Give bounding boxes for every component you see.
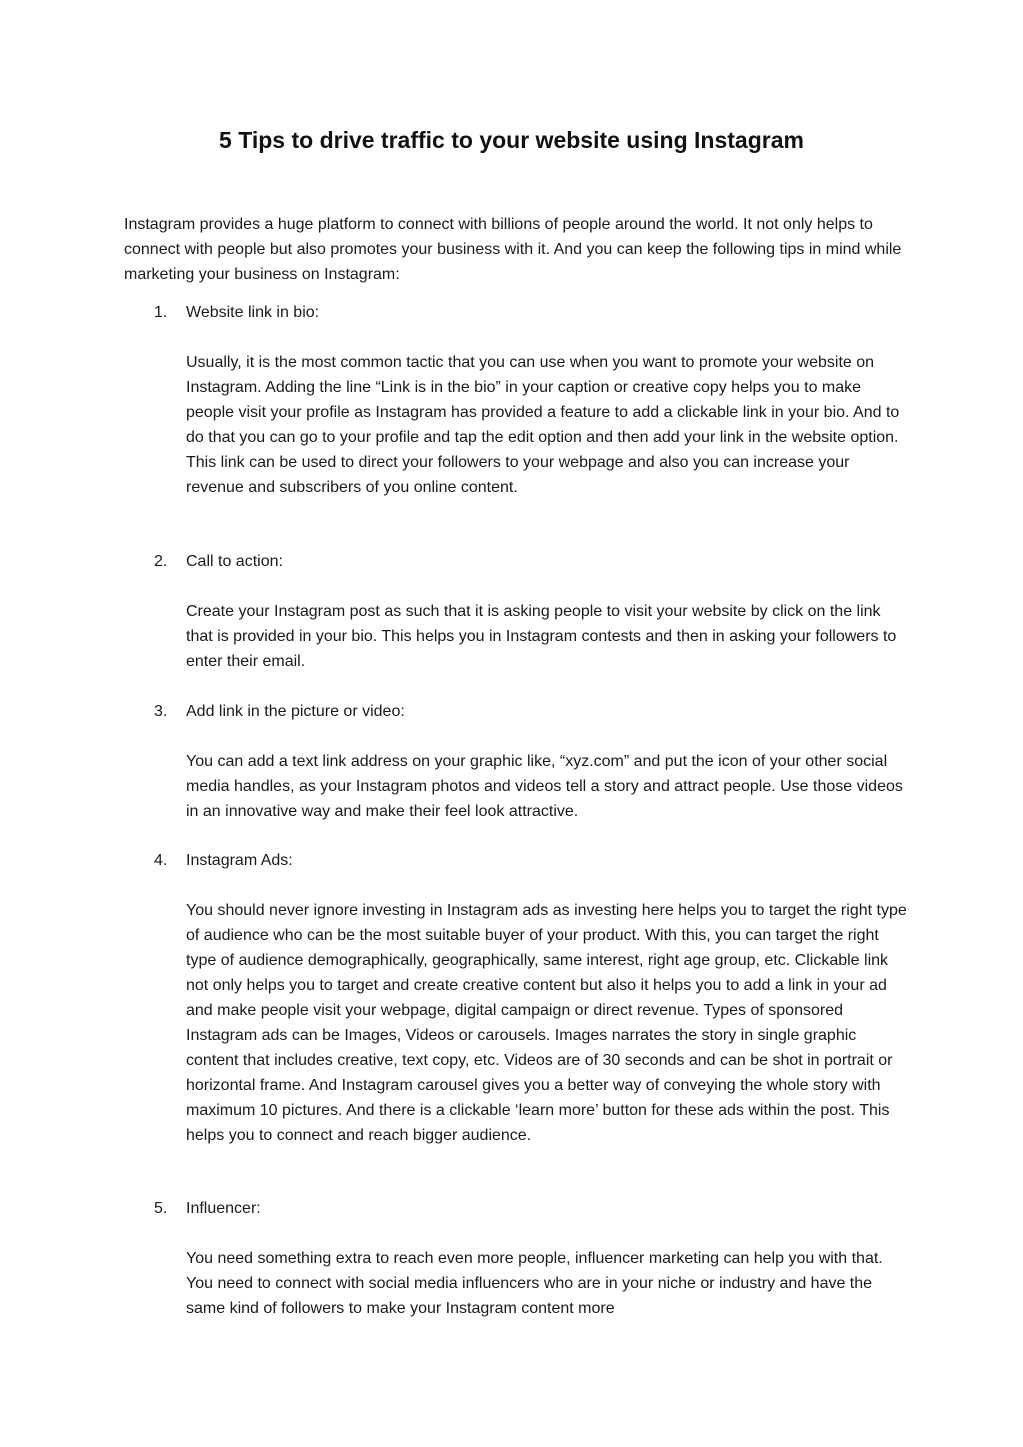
tip-body-2: Create your Instagram post as such that it is asking people to visit your website by click on the link that is provided in your bio. This helps you in Instagram contests and then in asking your followers to enter their email. bbox=[186, 603, 897, 670]
tip-label: Instagram Ads: bbox=[186, 852, 293, 869]
tip-number: 3. bbox=[154, 703, 168, 720]
intro-paragraph: Instagram provides a huge platform to connect with billions of people around the world. It not only helps to connect with people but also promotes your business with it. And you can keep the following tips in mind while marketing your business on Instagram: bbox=[124, 216, 902, 283]
tip-number: 4. bbox=[154, 852, 168, 869]
tip-label: Influencer: bbox=[186, 1200, 261, 1217]
tip-body-1: Usually, it is the most common tactic that you can use when you want to promote your website on Instagram. Adding the line “Link is in the bio” in your caption or creative copy helps you to make people visit your profile as Instagram has provided a feature to add a clickable link in your bio. And to do that you can go to your profile and tap the edit option and then add your link in the website option. This link can be used to direct your followers to your webpage and also you can increase your revenue and subscribers of you online content. bbox=[186, 354, 900, 496]
tip-label: Website link in bio: bbox=[186, 304, 320, 321]
tip-number: 1. bbox=[154, 304, 168, 321]
page-title: 5 Tips to drive traffic to your website using Instagram bbox=[219, 127, 804, 153]
tip-body-5: You need something extra to reach even more people, influencer marketing can help you with that. You need to connect with social media influencers who are in your niche or industry and have the same kind of followers to make your Instagram content more bbox=[186, 1250, 883, 1317]
tip-label: Call to action: bbox=[186, 553, 283, 570]
tip-number: 5. bbox=[154, 1200, 168, 1217]
tip-label: Add link in the picture or video: bbox=[186, 703, 405, 720]
tip-body-4: You should never ignore investing in Instagram ads as investing here helps you to target the right type of audience who can be the most suitable buyer of your product. With this, you can target the right type of audience demographically, geographically, same interest, right age group, etc. Clickable link not only helps you to target and create creative content but also it helps you to add a link in your ad and make people visit your webpage, digital campaign or direct revenue. Types of sponsored Instagram ads can be Images, Videos or carousels. Images narrates the story in single graphic content that includes creative, text copy, etc. Videos are of 30 seconds and can be shot in portrait or horizontal frame. And Instagram carousel gives you a better way of conveying the whole story with maximum 10 pictures. And there is a clickable ‘learn more’ button for these ads within the post. This helps you to connect and reach bigger audience. bbox=[186, 902, 907, 1144]
tip-body-3: You can add a text link address on your graphic like, “xyz.com” and put the icon of your other social media handles, as your Instagram photos and videos tell a story and attract people. Use those videos in an innovative way and make their feel look attractive. bbox=[186, 753, 903, 820]
tip-number: 2. bbox=[154, 553, 168, 570]
